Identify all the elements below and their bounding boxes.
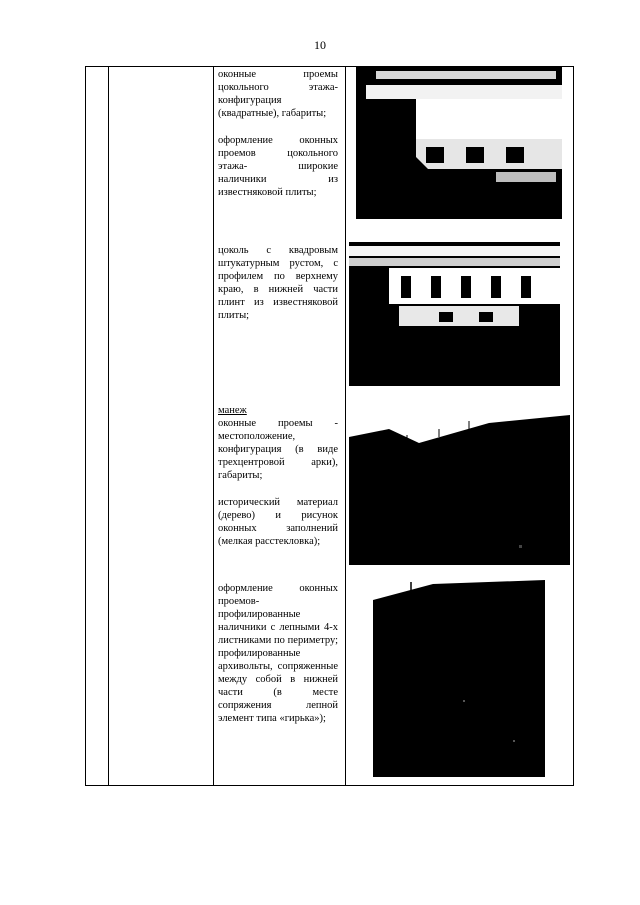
plinth-rustication-photo bbox=[349, 242, 560, 386]
section-subheading-manege: манеж bbox=[218, 405, 247, 416]
row-4-text bbox=[218, 582, 338, 725]
row-3-text bbox=[218, 404, 338, 548]
row-3-paragraph-1: оконные проемы - местоположение, конфигурация (в виде трехцентровой арки), габариты; bbox=[218, 418, 338, 481]
column-divider-1 bbox=[108, 67, 109, 785]
column-divider-3 bbox=[345, 67, 346, 785]
arena-arched-windows-photo bbox=[349, 415, 570, 565]
window-surrounds-detail-photo bbox=[373, 580, 545, 777]
row-3-paragraph-2: исторический материал (дерево) и рисунок оконных заполнений (мелкая расстекловка); bbox=[218, 497, 338, 547]
facade-basement-windows-photo bbox=[356, 67, 562, 219]
row-2-text bbox=[218, 244, 338, 322]
row-1-paragraph-2: оформление оконных проемов цокольного этажа- широкие наличники из известняковой плиты; bbox=[218, 135, 338, 198]
row-1-text bbox=[218, 68, 338, 199]
row-1-paragraph-1: оконные проемы цокольного этажа- конфигурация (квадратные), габариты; bbox=[218, 69, 338, 119]
row-4-paragraph-1: оформление оконных проемов- профилированные наличники с лепными 4-х листниками по периметру; профилированные архивольты, сопряженные между собой в нижней части (в месте сопряжения лепной элемент типа «гирька»); bbox=[218, 583, 338, 724]
row-2-paragraph-1: цоколь с квадровым штукатурным рустом, с профилем по верхнему краю, в нижней части плинт из известняковой плиты; bbox=[218, 245, 338, 321]
column-divider-2 bbox=[213, 67, 214, 785]
page-number: 10 bbox=[314, 38, 326, 52]
